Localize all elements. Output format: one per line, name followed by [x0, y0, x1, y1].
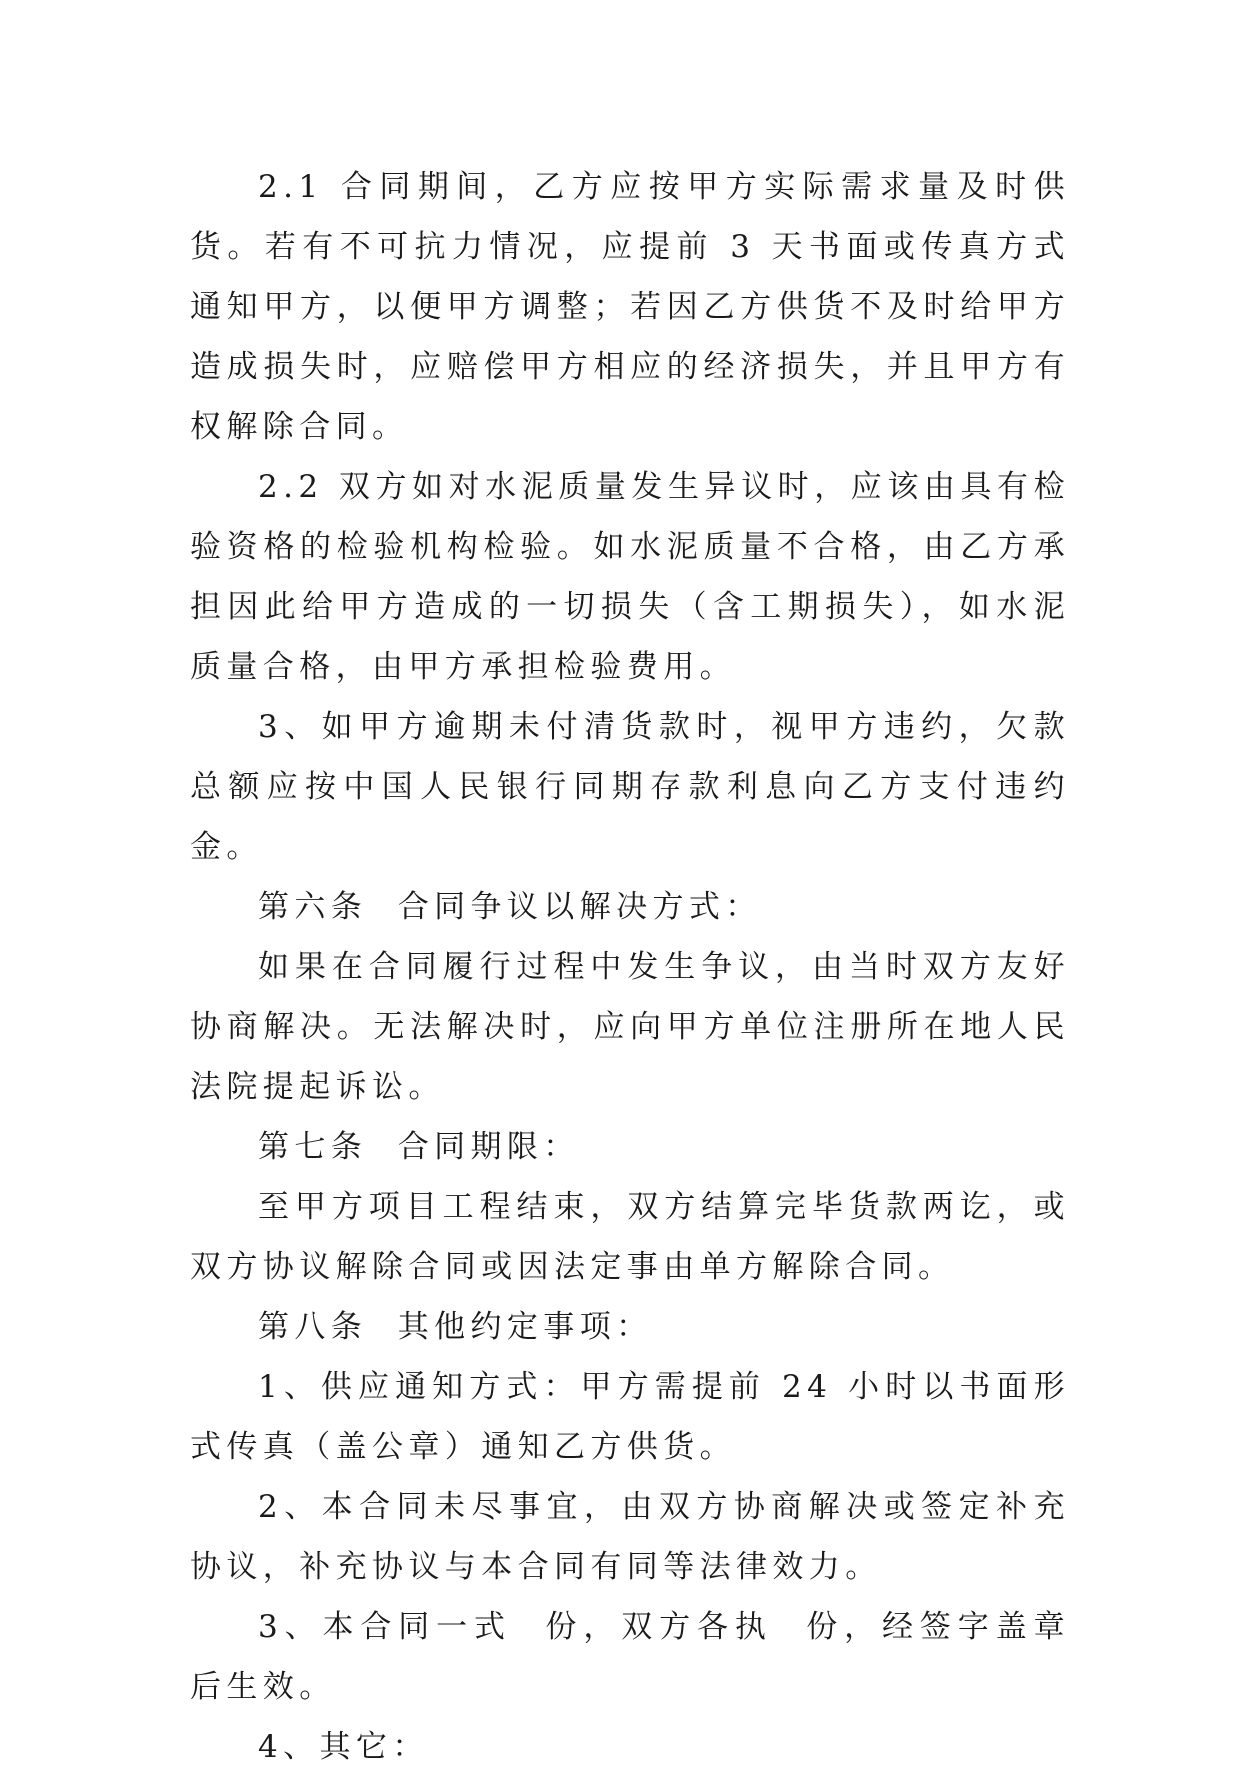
document-body	[190, 157, 1070, 1777]
article-8-item-2: 2、本合同未尽事宜，由双方协商解决或签定补充协议，补充协议与本合同有同等法律效力。	[190, 1489, 1070, 1585]
article-8-item-1: 1、供应通知方式：甲方需提前 24 小时以书面形式传真（盖公章）通知乙方供货。	[190, 1369, 1070, 1465]
article-8-item-4: 4、其它：	[258, 1729, 429, 1765]
clause-2-2-paragraph: 2.2 双方如对水泥质量发生异议时，应该由具有检验资格的检验机构检验。如水泥质量不合格，由乙方承担因此给甲方造成的一切损失（含工期损失），如水泥质量合格，由甲方承担检验费用。	[190, 469, 1070, 685]
article-6-heading: 第六条 合同争议以解决方式：	[258, 889, 762, 925]
clause-2-1-paragraph: 2.1 合同期间，乙方应按甲方实际需求量及时供货。若有不可抗力情况，应提前 3 天书面或传真方式通知甲方，以便甲方调整；若因乙方供货不及时给甲方造成损失时，应赔偿甲方相应的经济损失，并且甲方有权解除合同。	[190, 169, 1070, 445]
article-8-item-3: 3、本合同一式 份，双方各执 份，经签字盖章后生效。	[190, 1609, 1070, 1705]
article-6-body: 如果在合同履行过程中发生争议，由当时双方友好协商解决。无法解决时，应向甲方单位注册所在地人民法院提起诉讼。	[190, 949, 1070, 1105]
article-7-body: 至甲方项目工程结束，双方结算完毕货款两讫，或双方协议解除合同或因法定事由单方解除合同。	[190, 1189, 1070, 1285]
article-8-heading: 第八条 其他约定事项：	[258, 1309, 653, 1345]
article-7-heading: 第七条 合同期限：	[258, 1129, 580, 1165]
clause-3-paragraph: 3、如甲方逾期未付清货款时，视甲方违约，欠款总额应按中国人民银行同期存款利息向乙方支付违约金。	[190, 709, 1070, 865]
